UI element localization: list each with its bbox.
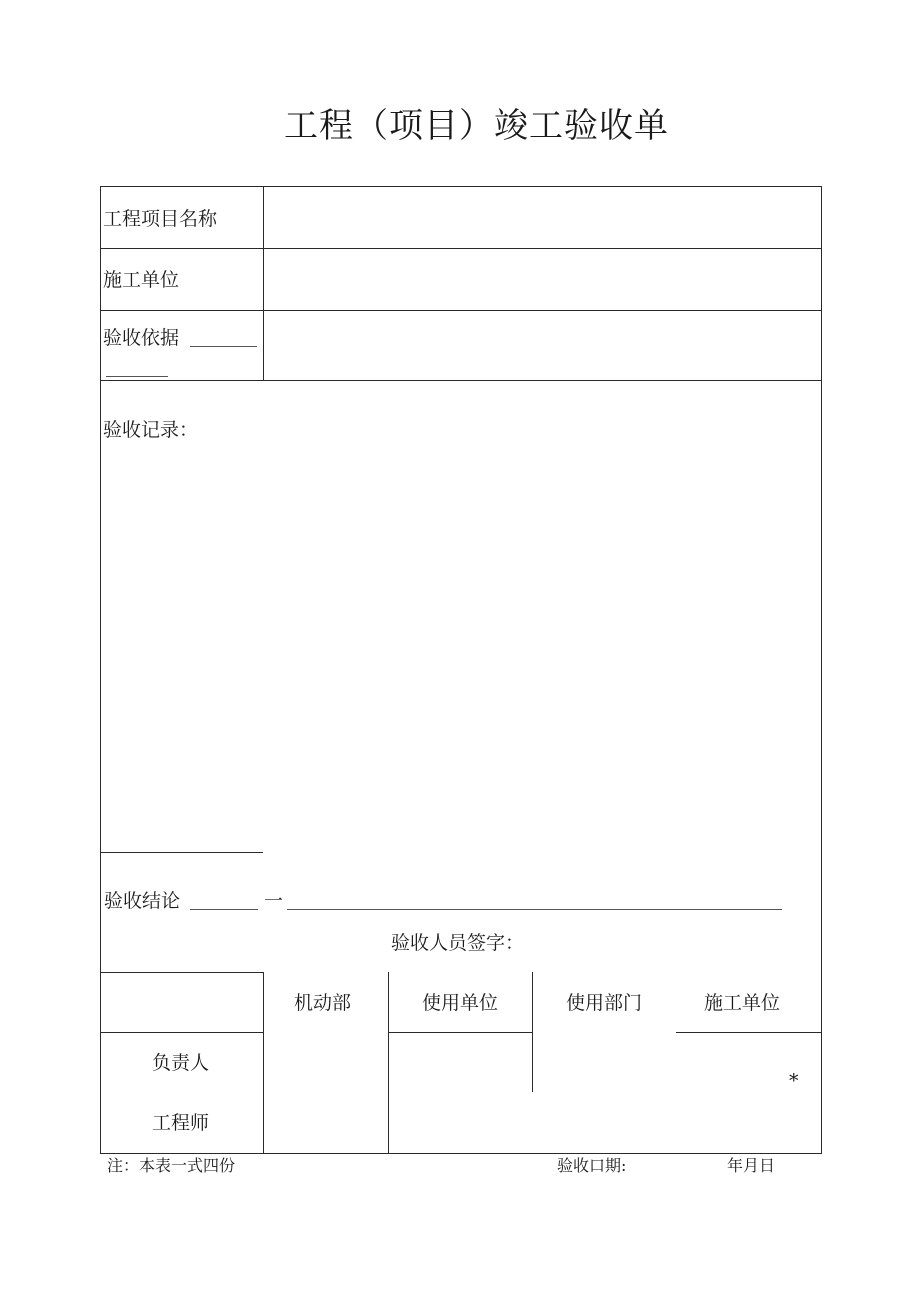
basis-underline-2 — [106, 376, 168, 377]
asterisk-mark: * — [789, 1070, 799, 1092]
user-unit-signature[interactable] — [390, 1034, 531, 1152]
sig-col-divider-1 — [263, 972, 264, 1154]
column-construction-unit: 施工单位 — [704, 992, 781, 1014]
conclusion-dash: 一 — [264, 890, 284, 912]
conclusion-underline-2[interactable] — [287, 909, 782, 910]
sig-top-left-line — [100, 972, 263, 973]
row-divider-1 — [100, 248, 822, 249]
sig-construction-divider — [676, 1032, 822, 1033]
row-engineer: 工程师 — [152, 1112, 210, 1134]
acceptance-date-label: 验收口期: — [557, 1156, 627, 1175]
basis-underline-1 — [190, 346, 257, 347]
conclusion-underline-1 — [190, 909, 258, 910]
sig-col-divider-3 — [532, 972, 533, 1092]
sig-col-divider-2 — [388, 972, 389, 1154]
acceptance-record-label: 验收记录： — [103, 419, 199, 441]
column-user-unit: 使用单位 — [422, 992, 499, 1014]
row-divider-2 — [100, 310, 822, 311]
label-column-divider — [263, 186, 264, 381]
frame-bottom-border — [100, 1153, 822, 1154]
acceptance-conclusion-label: 验收结论 — [104, 890, 181, 912]
frame-left-border — [100, 186, 101, 1154]
row-person-in-charge: 负责人 — [152, 1052, 210, 1074]
acceptance-basis-label: 验收依据 — [103, 327, 180, 349]
acceptance-record-area[interactable] — [104, 450, 818, 840]
acceptance-basis-field[interactable] — [265, 314, 819, 378]
row-divider-3 — [100, 380, 822, 381]
frame-top-border — [100, 186, 822, 187]
user-department-signature[interactable] — [534, 1034, 674, 1152]
signature-heading: 验收人员签字： — [391, 932, 525, 954]
construction-unit-signature[interactable] — [677, 1034, 819, 1152]
construction-unit-field[interactable] — [265, 252, 819, 308]
project-name-field[interactable] — [265, 190, 819, 246]
footer-note: 注：本表一式四份 — [107, 1156, 236, 1175]
frame-right-border — [821, 186, 822, 1154]
date-format: 年月日 — [727, 1156, 776, 1175]
sig-label-divider — [100, 1032, 263, 1033]
column-user-department: 使用部门 — [566, 992, 643, 1014]
project-name-label: 工程项目名称 — [103, 208, 218, 230]
document-title: 工程（项目）竣工验收单 — [284, 106, 669, 146]
sig-use-unit-divider — [389, 1032, 532, 1033]
mechanical-dept-signature[interactable] — [265, 1034, 387, 1152]
record-end-line — [100, 852, 263, 853]
construction-unit-label: 施工单位 — [103, 269, 180, 291]
column-mechanical-dept: 机动部 — [294, 992, 352, 1014]
